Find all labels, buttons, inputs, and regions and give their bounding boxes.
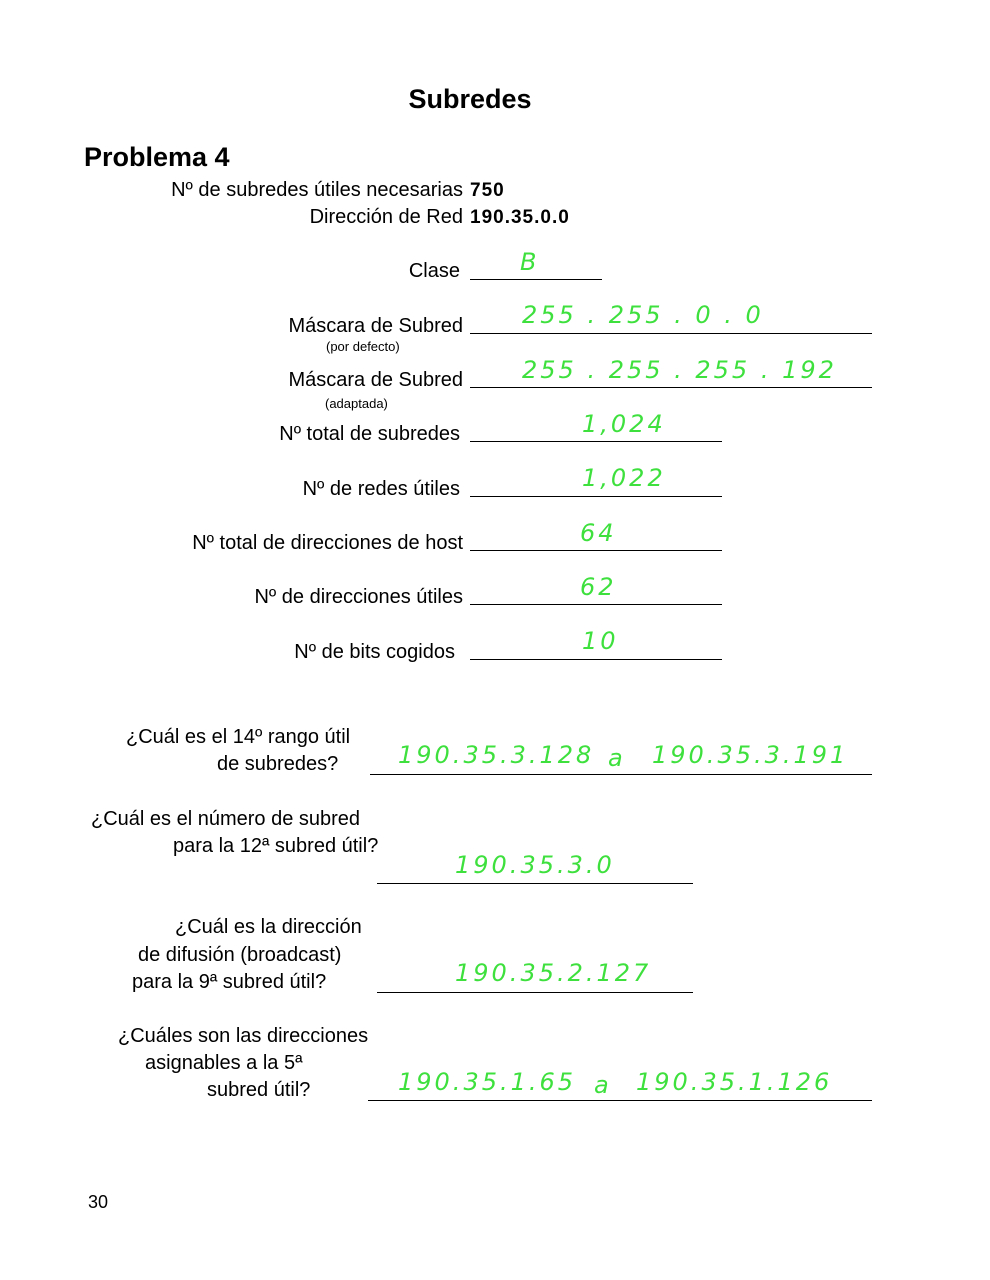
q3-blank xyxy=(377,992,693,993)
q1-answer-end: 190.35.3.191 xyxy=(652,741,849,769)
q2-line1: ¿Cuál es el número de subred xyxy=(91,808,361,830)
q1-blank xyxy=(370,774,872,775)
q3-answer: 190.35.2.127 xyxy=(455,959,652,987)
total-subnets-answer: 1,024 xyxy=(582,410,666,438)
q1-answer-start: 190.35.3.128 xyxy=(398,741,595,769)
q4-connector: a xyxy=(594,1071,612,1099)
q4-blank xyxy=(368,1100,872,1101)
q4-line2: asignables a la 5ª xyxy=(145,1052,303,1074)
q2-line2: para la 12ª subred útil? xyxy=(173,835,379,857)
q1-line1: ¿Cuál es el 14º rango útil xyxy=(126,726,351,748)
q4-answer-end: 190.35.1.126 xyxy=(636,1068,833,1096)
q1-connector: a xyxy=(608,744,626,772)
network-address-label: Dirección de Red xyxy=(309,206,463,228)
problem-title: Problema 4 xyxy=(84,142,230,172)
bits-borrowed-blank xyxy=(470,659,722,660)
default-mask-note: (por defecto) xyxy=(326,339,400,354)
total-hosts-blank xyxy=(470,550,722,551)
q4-answer-start: 190.35.1.65 xyxy=(398,1068,577,1096)
custom-mask-answer: 255 . 255 . 255 . 192 xyxy=(522,356,837,384)
default-mask-label: Máscara de Subred xyxy=(288,315,463,337)
q2-answer: 190.35.3.0 xyxy=(455,851,615,879)
subnets-needed-label: Nº de subredes útiles necesarias xyxy=(171,179,463,201)
total-hosts-answer: 64 xyxy=(580,519,617,547)
page-number: 30 xyxy=(88,1192,109,1212)
custom-mask-label: Máscara de Subred xyxy=(288,369,463,391)
usable-hosts-label: Nº de direcciones útiles xyxy=(254,586,463,608)
q3-line2: de difusión (broadcast) xyxy=(138,944,342,966)
total-hosts-label: Nº total de direcciones de host xyxy=(192,532,463,554)
bits-borrowed-label: Nº de bits cogidos xyxy=(294,641,455,663)
usable-subnets-answer: 1,022 xyxy=(582,464,666,492)
default-mask-answer: 255 . 255 . 0 . 0 xyxy=(522,301,764,329)
class-label: Clase xyxy=(408,260,460,282)
bits-borrowed-answer: 10 xyxy=(582,627,619,655)
network-address-value: 190.35.0.0 xyxy=(470,207,570,228)
q4-line1: ¿Cuáles son las direcciones xyxy=(118,1025,369,1047)
total-subnets-blank xyxy=(470,441,722,442)
usable-hosts-answer: 62 xyxy=(580,573,617,601)
q1-line2: de subredes? xyxy=(217,753,339,775)
q3-line1: ¿Cuál es la dirección xyxy=(175,916,362,938)
q3-line3: para la 9ª subred útil? xyxy=(132,971,327,993)
usable-hosts-blank xyxy=(470,604,722,605)
class-answer: B xyxy=(520,248,540,276)
custom-mask-blank xyxy=(470,387,872,388)
class-blank xyxy=(470,279,602,280)
default-mask-blank xyxy=(470,333,872,334)
custom-mask-note: (adaptada) xyxy=(325,396,388,411)
total-subnets-label: Nº total de subredes xyxy=(279,423,460,445)
usable-subnets-label: Nº de redes útiles xyxy=(302,478,460,500)
section-title: Subredes xyxy=(408,84,532,114)
q2-blank xyxy=(377,883,693,884)
subnets-needed-value: 750 xyxy=(470,180,505,201)
usable-subnets-blank xyxy=(470,496,722,497)
q4-line3: subred útil? xyxy=(207,1079,311,1101)
